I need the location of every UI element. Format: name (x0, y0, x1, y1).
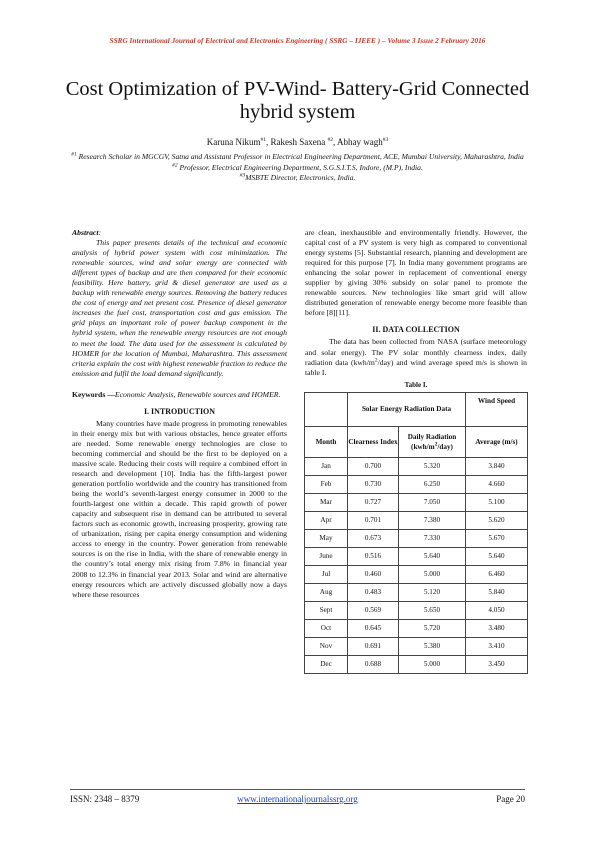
affiliation-text: Research Scholar in MGCGV, Satna and Assistant Professor in Electrical Engineering Department, ACE, Mumbai University, Maharashtra, India (76, 152, 524, 161)
radiation-header-part: /day) (437, 442, 453, 451)
right-column (305, 228, 527, 674)
author-sup: #1 (260, 137, 266, 143)
cell-month: Aug (305, 583, 348, 601)
radiation-header-sup: 2 (434, 441, 438, 448)
table-header-blank (305, 392, 348, 426)
table-group-wind: Wind Speed (466, 392, 528, 426)
affiliation-1 (40, 152, 555, 163)
cell-radiation: 5.000 (399, 655, 466, 673)
data-table (304, 392, 528, 674)
affiliation-text: MSBTE Director, Electronics, India. (245, 173, 356, 183)
author-name: Abhay wagh (337, 137, 383, 147)
cell-clearness: 0.701 (348, 511, 399, 529)
cell-radiation: 5.650 (399, 601, 466, 619)
cell-clearness: 0.730 (348, 475, 399, 493)
cell-wind: 3.480 (466, 619, 528, 637)
radiation-header-part: Daily Radiation (kwh/m (407, 432, 457, 451)
cell-wind: 4.660 (466, 475, 528, 493)
table-row (305, 601, 528, 619)
cell-clearness: 0.688 (348, 655, 399, 673)
author-separator: , (266, 137, 271, 147)
abstract-text: This paper presents details of the technical and economic analysis of hybrid power system with cost minimization. The renewable sources, wind and solar energy are connected with different types of backup and are then compared for their economic feasibility. Here battery, grid & diesel generator are used as a backup with renewable energy sources. Removing the battery reduces the cost of energy and net present cost. Presence of diesel generator increases the fuel cost, transportation cost and gas emission. The grid plays an important role of power backup component in the hybrid system, when the renewable energy resources are not enough to meet the load. The data used for the assessment is calculated by HOMER for the location of Mumbai, Maharashtra. This assessment criteria explain the cost with highest renewable fraction to reduce the emission and fulfil the load demand significantly. (72, 238, 287, 378)
cell-month: Dec (305, 655, 348, 673)
cell-month: Oct (305, 619, 348, 637)
footer-url-link[interactable]: www.internationaljournalssrg.org (237, 794, 358, 804)
table-row (305, 493, 528, 511)
footer-page-number: Page 20 (496, 794, 525, 804)
table-row (305, 511, 528, 529)
abstract-label: Abstract (72, 228, 99, 237)
table-caption: Table I. (404, 380, 428, 389)
affiliation-3 (40, 173, 555, 184)
cell-wind: 3.410 (466, 637, 528, 655)
affiliation-2 (40, 163, 555, 174)
table-row (305, 529, 528, 547)
cell-wind: 5.670 (466, 529, 528, 547)
author-line (40, 137, 555, 147)
cell-month: May (305, 529, 348, 547)
cell-wind: 5.620 (466, 511, 528, 529)
cell-radiation: 7.330 (399, 529, 466, 547)
paper-title: Cost Optimization of PV-Wind- Battery-Grid Connected hybrid system (65, 78, 530, 123)
section-heading-data-collection: II. DATA COLLECTION (372, 325, 460, 335)
footer-issn: ISSN: 2348 – 8379 (70, 794, 140, 804)
table-row (305, 565, 528, 583)
cell-month: June (305, 547, 348, 565)
author-separator: , (332, 137, 337, 147)
cell-radiation: 5.320 (399, 457, 466, 475)
table-row (305, 457, 528, 475)
table-row (305, 637, 528, 655)
cell-month: Apr (305, 511, 348, 529)
cell-clearness: 0.673 (348, 529, 399, 547)
table-row (305, 655, 528, 673)
cell-radiation: 6.250 (399, 475, 466, 493)
cell-wind: 6.460 (466, 565, 528, 583)
cell-radiation: 7.050 (399, 493, 466, 511)
keywords-label: Keywords — (72, 389, 115, 399)
journal-header: SSRG International Journal of Electrical and Electronics Engineering ( SSRG – IJEEE ) – Volume 3 Issue 2 February 2016 (109, 37, 486, 45)
author-name: Karuna Nikum (206, 137, 261, 147)
cell-clearness: 0.727 (348, 493, 399, 511)
cell-wind: 3.450 (466, 655, 528, 673)
table-row (305, 583, 528, 601)
author-sup: #2 (327, 137, 333, 143)
keywords (72, 390, 287, 400)
table-header-clearness: Clearness Index (348, 426, 399, 457)
affiliations (40, 152, 555, 184)
cell-month: Jan (305, 457, 348, 475)
cell-clearness: 0.691 (348, 637, 399, 655)
cell-radiation: 5.380 (399, 637, 466, 655)
cell-clearness: 0.569 (348, 601, 399, 619)
cell-clearness: 0.700 (348, 457, 399, 475)
author-name: Rakesh Saxena (270, 137, 328, 147)
cell-month: Mar (305, 493, 348, 511)
affiliation-sup: #1 (71, 151, 77, 158)
cell-clearness: 0.483 (348, 583, 399, 601)
introduction-continued: are clean, inexhaustible and environmentally friendly. However, the capital cost of a PV system is very high as compared to conventional energy systems [5]. Substantial research, planning and development are required for this purpose [7]. In India many government programs are enhancing the solar power in replacement of conventional energy supplier by giving 30% subsidy on solar panel to promote the renewable sources. New technologies like smart grid will allow distributed generation of renewable energy become more feasible than before [8][11]. (305, 228, 527, 318)
table-row (305, 547, 528, 565)
table-row (305, 619, 528, 637)
cell-radiation: 5.640 (399, 547, 466, 565)
footer-divider (70, 789, 525, 790)
cell-radiation: 5.120 (399, 583, 466, 601)
cell-month: Nov (305, 637, 348, 655)
cell-month: Jul (305, 565, 348, 583)
introduction-text: Many countries have made progress in promoting renewables in their energy mix but with various obstacles, hence greater efforts are needed. Some renewable energy technologies are close to becoming commercial and should be the first to be deployed on a massive scale. Reducing their costs will require a combined effort in research and development [10]. India has the fifth-largest power generation portfolio worldwide and the country has transitioned from being the world’s seventh-largest energy consumer in 2000 to the fourth-largest one within a decade. This rapid growth of power capacity and subsequent rise in demand can be attributed to several factors such as economic growth, increasing prosperity, growing rate of urbanization, rising per capita energy consumption and widening access to energy in the country. Power generation from renewable sources is on the rise in India, with the share of renewable energy in the country’s total energy mix rising from 7.8% in financial year 2008 to 12.3% in financial year 2013. Solar and wind are alternative energy resources which are actively discussed globally now a days where these resources (72, 418, 287, 599)
cell-month: Feb (305, 475, 348, 493)
table-row (305, 475, 528, 493)
cell-wind: 4.050 (466, 601, 528, 619)
table-header-radiation (399, 426, 466, 457)
cell-radiation: 7.380 (399, 511, 466, 529)
cell-clearness: 0.460 (348, 565, 399, 583)
section-heading-introduction: I. INTRODUCTION (143, 406, 216, 416)
table-header-wind: Average (m/s) (466, 426, 528, 457)
cell-wind: 3.840 (466, 457, 528, 475)
left-column (72, 228, 287, 600)
affiliation-sup: #2 (172, 162, 178, 169)
table-group-solar: Solar Energy Radiation Data (348, 392, 466, 426)
author-sup: #3 (382, 137, 389, 143)
data-text-part: /day) and wind average speed m/s is shown in table I. (305, 357, 527, 377)
cell-radiation: 5.000 (399, 565, 466, 583)
affiliation-sup: #3 (239, 172, 246, 179)
cell-clearness: 0.645 (348, 619, 399, 637)
abstract (72, 228, 287, 379)
cell-clearness: 0.516 (348, 547, 399, 565)
cell-wind: 5.840 (466, 583, 528, 601)
cell-radiation: 5.720 (399, 619, 466, 637)
table-header-month: Month (305, 426, 348, 457)
keywords-text: Economic Analysis, Renewable sources and HOMER. (114, 389, 281, 399)
data-collection-text (305, 337, 527, 377)
cell-wind: 5.640 (466, 547, 528, 565)
affiliation-text: Professor, Electrical Engineering Department, S.G.S.I.T.S, Indore, (M.P), India. (177, 162, 423, 172)
cell-month: Sept (305, 601, 348, 619)
data-text-part: The data has been collected from NASA (surface meteorology and solar energy). The PV solar monthly clearness index, daily radiation data (kwh/m (305, 337, 527, 367)
cell-wind: 5.100 (466, 493, 528, 511)
data-text-sup: 2 (374, 357, 378, 363)
abstract-colon: : (98, 228, 102, 237)
